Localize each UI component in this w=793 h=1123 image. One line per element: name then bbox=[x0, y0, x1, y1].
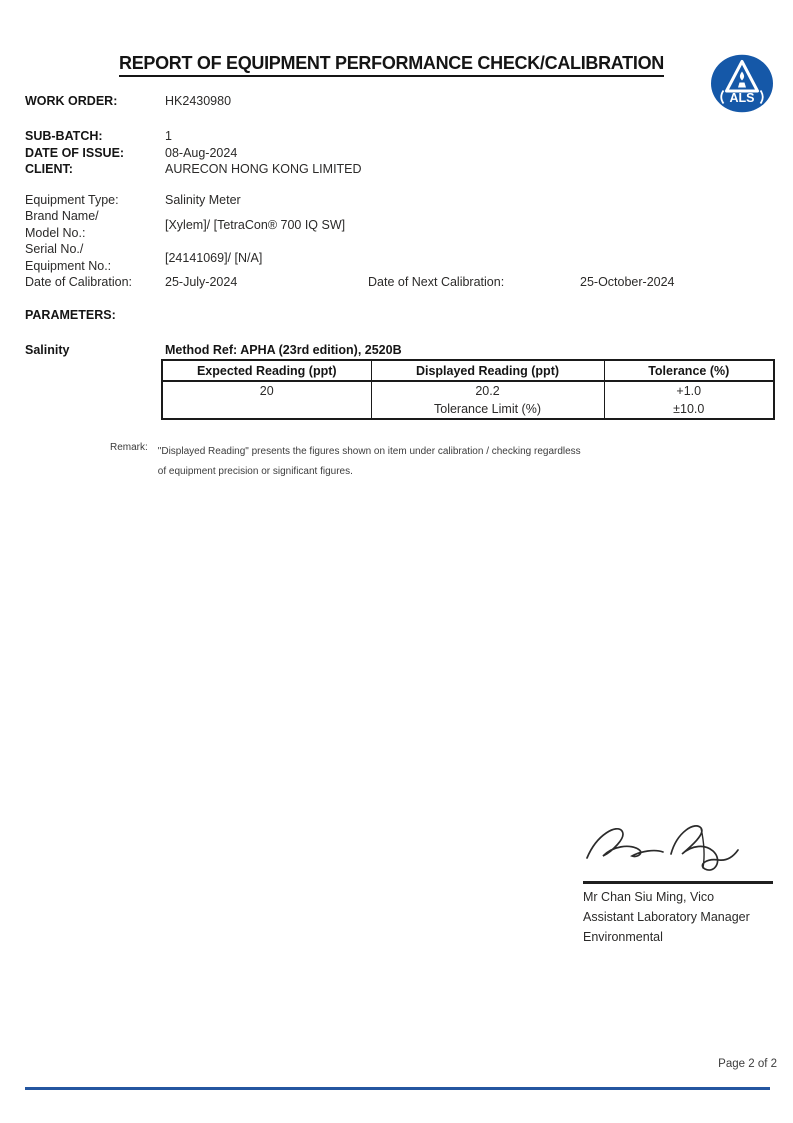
remark-line2: of equipment precision or significant figures. bbox=[157, 466, 353, 477]
next-calibration-label: Date of Next Calibration: bbox=[368, 274, 505, 289]
sub-batch-row bbox=[25, 128, 362, 145]
next-calibration-value: 25-October-2024 bbox=[580, 275, 675, 289]
brand-label-line2: Model No.: bbox=[25, 225, 86, 240]
equipment-block bbox=[25, 192, 768, 290]
date-of-issue-value: 08-Aug-2024 bbox=[165, 145, 238, 160]
date-of-calibration-value: 25-July-2024 bbox=[165, 275, 238, 289]
calibration-dates-row bbox=[25, 274, 768, 290]
serial-equipment-row bbox=[25, 241, 768, 274]
signature-line bbox=[583, 881, 773, 884]
table-row bbox=[162, 381, 774, 400]
sub-batch-value: 1 bbox=[165, 129, 172, 143]
sub-batch-label: SUB-BATCH: bbox=[25, 129, 103, 143]
header-displayed-reading: Displayed Reading (ppt) bbox=[371, 360, 604, 381]
client-row bbox=[25, 161, 362, 178]
table-row bbox=[162, 400, 774, 419]
header-tolerance: Tolerance (%) bbox=[604, 360, 774, 381]
parameters-heading: PARAMETERS: bbox=[25, 308, 116, 322]
remark-block bbox=[110, 442, 581, 482]
cell-tolerance-limit-label: Tolerance Limit (%) bbox=[371, 400, 604, 419]
header-expected-reading: Expected Reading (ppt) bbox=[162, 360, 371, 381]
remark-line1: "Displayed Reading" presents the figures shown on item under calibration / checking regardless bbox=[157, 446, 581, 457]
svg-text:ALS: ALS bbox=[729, 91, 755, 105]
cell-expected-value: 20 bbox=[162, 381, 371, 400]
title-wrap bbox=[0, 53, 783, 77]
serial-equipment-value: [24141069]/ [N/A] bbox=[165, 250, 263, 265]
date-of-calibration-label: Date of Calibration: bbox=[25, 274, 133, 289]
date-of-issue-row bbox=[25, 145, 362, 162]
date-of-issue-label: DATE OF ISSUE: bbox=[25, 145, 125, 160]
page-title: REPORT OF EQUIPMENT PERFORMANCE CHECK/CALIBRATION bbox=[119, 53, 664, 77]
page-number: Page 2 of 2 bbox=[718, 1058, 777, 1070]
als-logo-icon bbox=[710, 54, 774, 113]
cell-displayed-value: 20.2 bbox=[371, 381, 604, 400]
work-order-label: WORK ORDER: bbox=[25, 94, 118, 108]
equipment-type-label: Equipment Type: bbox=[25, 192, 119, 207]
remark-label: Remark: bbox=[110, 442, 148, 453]
serial-label-line1: Serial No./ bbox=[25, 242, 84, 256]
work-order-block bbox=[25, 93, 231, 110]
issue-block bbox=[25, 128, 362, 178]
brand-label-line1: Brand Name/ bbox=[25, 209, 99, 223]
remark-text bbox=[158, 442, 581, 482]
signatory-department: Environmental bbox=[583, 930, 663, 944]
brand-model-value: [Xylem]/ [TetraCon® 700 IQ SW] bbox=[165, 217, 346, 232]
footer-rule bbox=[25, 1087, 770, 1090]
parameter-name: Salinity bbox=[25, 343, 70, 357]
cell-tolerance-value: +1.0 bbox=[604, 381, 774, 400]
signatory-block bbox=[583, 887, 750, 947]
brand-model-label bbox=[25, 208, 165, 241]
client-value: AURECON HONG KONG LIMITED bbox=[165, 162, 362, 176]
signature-icon bbox=[583, 816, 763, 880]
equipment-type-value: Salinity Meter bbox=[165, 193, 241, 207]
table-header-row bbox=[162, 360, 774, 381]
signatory-title: Assistant Laboratory Manager bbox=[583, 910, 750, 924]
work-order-value: HK2430980 bbox=[165, 94, 232, 108]
method-ref: Method Ref: APHA (23rd edition), 2520B bbox=[165, 343, 402, 357]
work-order-row bbox=[25, 93, 231, 110]
brand-model-row bbox=[25, 208, 768, 241]
cell-empty bbox=[162, 400, 371, 419]
client-label: CLIENT: bbox=[25, 162, 73, 176]
signatory-name: Mr Chan Siu Ming, Vico bbox=[583, 890, 715, 904]
equipment-type-row bbox=[25, 192, 768, 208]
cell-tolerance-limit-value: ±10.0 bbox=[604, 400, 774, 419]
calibration-table bbox=[161, 359, 775, 420]
serial-label-line2: Equipment No.: bbox=[25, 258, 112, 273]
serial-equipment-label bbox=[25, 241, 165, 274]
